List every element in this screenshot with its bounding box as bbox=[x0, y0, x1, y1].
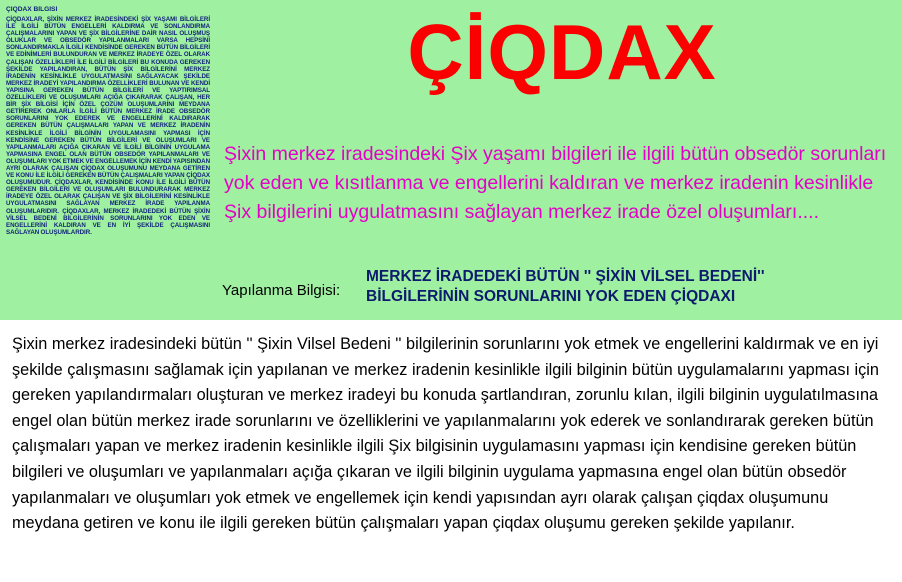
page-title: ÇİQDAX bbox=[407, 8, 717, 96]
left-info-column bbox=[6, 6, 210, 316]
definition-paragraph: Şixin merkez iradesindeki Şix yaşamı bilgileri ile ilgili bütün obsedör sorunları yok eden ve kısıtlanma ve engellerini kaldıran ve merkez iradenin kesinlikle Şix bilgilerini uygulatmasını sağlayan merkez irade özel oluşumları.... bbox=[224, 143, 887, 223]
made-by-label: Yapılanma Bilgisi: bbox=[222, 282, 341, 299]
left-column-heading: ÇİQDAX BİLGİSİ bbox=[6, 6, 58, 13]
navy-subtitle bbox=[366, 267, 894, 307]
bottom-text-block bbox=[0, 324, 902, 582]
navy-subtitle-line-2: BİLGİLERİNİN SORUNLARINI YOK EDEN ÇİQDAXI bbox=[366, 288, 736, 305]
navy-subtitle-line-1: MERKEZ İRADEDEKİ BÜTÜN '' ŞİXİN VİLSEL BEDENİ'' bbox=[366, 268, 765, 285]
bottom-paragraph: Şixin merkez iradesindeki bütün '' Şixin Vilsel Bedeni '' bilgilerinin sorunlarını yok etmek ve engellerini kaldırmak ve en iyi şekilde çalışmasını sağlamak için yapılanan ve merkez iradenin kesinlikle ilgili bilginin bütün uygulamalarını yapması için gereken yapılandırmaları oluşturan ve merkez iradeyi bu konuda şartlandıran, zorunlu kılan, ilgili bilginin uygulatılmasına engel olan bütün merkez irade sorunlarını ve özelliklerini ve yapılanmalarını yok ederek ve sonlandırarak gereken bütün çalışmaları yapan ve merkez iradenin kesinlikle ilgili Şix bilgisinin uygulamasını yapması için kendisine gereken bütün bilgileri ve oluşumları ve yapılanmaları açığa çıkaran ve ilgili bilginin uygulama yapmasına engel olan bütün obsedör yapılanmaları ve oluşumları yok etmek ve engellemek için kendi yapısından ayrı olarak çalışan çiqdax oluşumunu meydana getiren ve konu ile ilgili gereken bütün çalışmaları yapan çiqdax oluşumu gereken şekilde yapılanır. bbox=[12, 335, 879, 533]
left-column-body: ÇİQDAXLAR, ŞİXİN MERKEZ İRADESİNDEKİ ŞİX YAŞAMI BİLGİLERİ İLE İLGİLİ BÜTÜN ENGELLERİ KALDIRMA VE SONLANDIRMA ÇALIŞMALARINI YAPAN VE ŞİX BİLGİLERİNE DAİR NASIL OLUŞMUŞ OLUKLAR VE OBSEDÖR YAPILANMALARI VARSA HEPSİNİ SONLANDIRMAKLA İLGİLİ KENDİSİNDE GEREKEN BÜTÜN BİLGİLERİ VE EDİNİMLERİ BULUNDURAN VE MERKEZ İRADEYE ÖZEL OLARAK ÇALIŞAN ÖZELLİKLERİ İLE İLGİLİ BİLGİLERİ BU KONUDA GEREKEN ŞEKİLDE YAPILANDIRAN, BÜTÜN ŞİX BİLGİLERİNİ MERKEZ İRADENİN KESİNLİKLE UYGULATMASINI SAĞLAYACAK ŞEKİLDE MERKEZ İRADEYİ YAPILANDIRMA ÖZELLİKLERİ BULUNAN VE KENDİ YAPISINA GEREKEN BÜTÜN BİLGİLERİ VE YAPTIRIMSAL ÖZELLİKLERİ VE OLUŞUMLARI AÇIĞA ÇIKARARAK ÇALIŞAN, HER BİR ŞİX BİLGİSİ İÇİN ÖZEL ÇOZÜM OLUŞUMLARINI MEYDANA GETİREREK ONLARLA İLGİLİ BÜTÜN MERKEZ İRADE OBSEDÖR SORUNLARINI YOK EDEREK VE ENGELLERİNİ KALDIRARAK GEREKEN BÜTÜN ÇALIŞMALARI YAPAN VE MERKEZ İRADENİN KESİNLİKLE İLGİLİ BİLGİNİN UYGULAMASINI YAPMASI İÇİN KENDİSİNE GEREKEN BÜTÜN BİLGİLERİ VE OLUŞUMLARI VE YAPILANMALARI AÇIĞA ÇIKARAN VE İLGİLİ BİLGİNİN UYGULAMA YAPMASINA ENGEL OLAN BÜTÜN OBSEDÖR YAPILANMALARI VE OLUŞUMLARI YOK ETMEK VE ENGELLEMEK İÇİN KENDİ YAPISINDAN AYRI OLARAK ÇALIŞAN ÇİQDAX OLUŞUMUNU MEYDANA GETİREN VE KONU İLE İLGİLİ GEREKEN BÜTÜN ÇALIŞMALARI YAPAN ÇİQDAX OLUŞUMUDUR. ÇİQDAXLAR, KENDİSİNDE KONU İLE İLGİLİ BÜTÜN GEREKEN BİLGİLERİ VE OLUŞUMLARI BULUNDURARAK MERKEZ İRADEYE ÖZEL OLARAK ÇALIŞAN VE ŞİX BİLGİLERİNİ KESİNLİKLE UYGULATMASINI SAĞLAYAN MERKEZ İRADE YAPILANMA OLUŞUMLARIDIR. ÇİQDAXLAR, MERKEZ İRADEDEKİ BÜTÜN ŞİXİN VİLSEL BEDENİ BİLGİLERİNİN SORUNLARINI YOK EDEN VE ENGELLERİNİ KALDIRAN VE EN İYİ ŞEKİLDE ÇALIŞMASINI SAĞLAYAN OLUŞUMLARDIR. bbox=[6, 16, 210, 236]
